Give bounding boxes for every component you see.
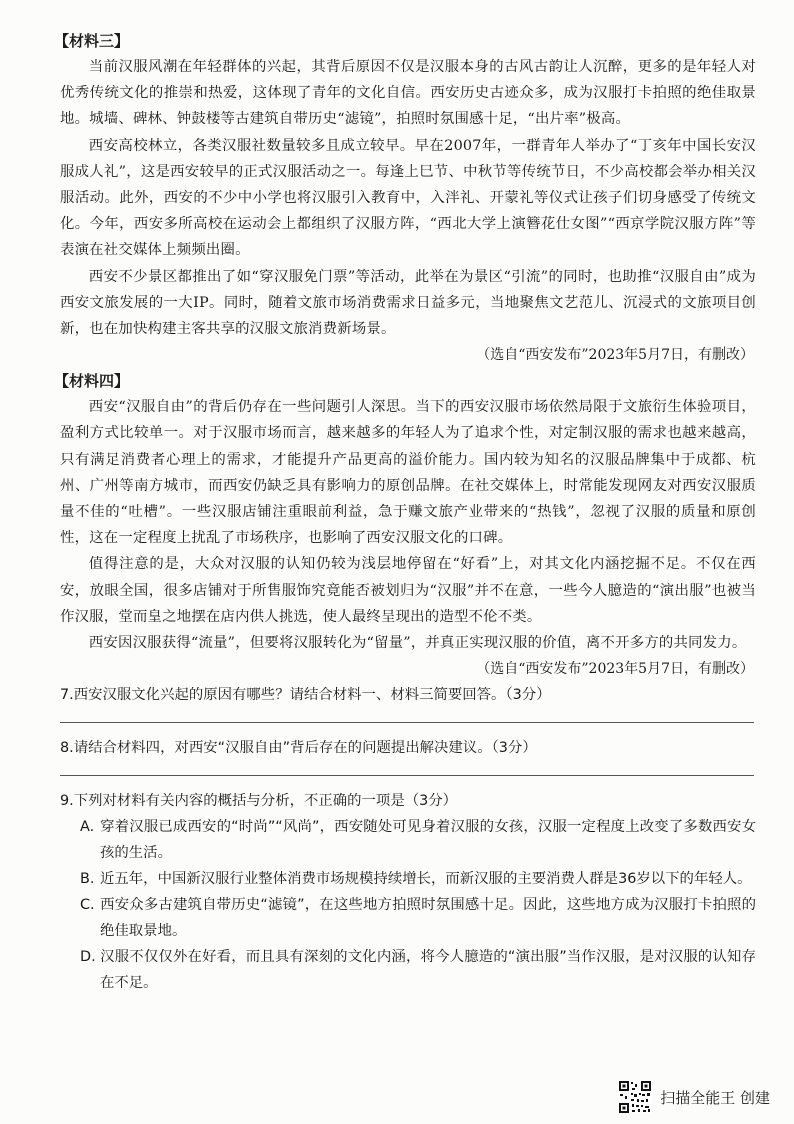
material4-paragraph-3: 西安因汉服获得“流量”，但要将汉服转化为“留量”，并真正实现汉服的价值，离不开多方的共同发力。 bbox=[88, 635, 747, 652]
material3-source: （选自“西安发布”2023年5月7日，有删改） bbox=[476, 347, 754, 364]
question-8: 8.请结合材料四，对西安“汉服自由”背后存在的问题提出解决建议。（3分） bbox=[60, 740, 537, 757]
material3-title: 【材料三】 bbox=[54, 32, 130, 50]
answer-line-q7 bbox=[60, 722, 754, 723]
option-b bbox=[60, 866, 756, 892]
option-a bbox=[60, 814, 756, 866]
option-a-text: 穿着汉服已成西安的“时尚”“风尚”，西安随处可见身着汉服的女孩，汉服一定程度上改变了多数西安女孩的生活。 bbox=[100, 819, 756, 862]
document-content bbox=[54, 28, 756, 996]
material3-paragraph-3: 西安不少景区都推出了如“穿汉服免门票”等活动，此举在为景区“引流”的同时，也助推“汉服自由”成为西安文旅发展的一大IP。同时，随着文旅市场消费需求日益多元，当地聚焦文艺范儿、沉浸式的文旅项目创新，也在加快构建主客共享的汉服文旅消费新场景。 bbox=[60, 268, 756, 338]
option-c-text: 西安众多古建筑自带历史“滤镜”，在这些地方拍照时氛围感十足。因此，这些地方成为汉服打卡拍照的绝佳取景地。 bbox=[100, 897, 756, 940]
option-a-letter: A. bbox=[80, 819, 95, 836]
option-c-letter: C. bbox=[80, 897, 95, 914]
answer-line-q8 bbox=[60, 775, 754, 776]
qr-code-icon bbox=[618, 1080, 652, 1114]
option-c bbox=[60, 892, 756, 944]
question-7: 7.西安汉服文化兴起的原因有哪些？请结合材料一、材料三简要回答。（3分） bbox=[60, 687, 551, 704]
option-d-letter: D. bbox=[80, 949, 96, 966]
option-b-letter: B. bbox=[80, 871, 95, 888]
option-b-text: 近五年，中国新汉服行业整体消费市场规模持续增长，而新汉服的主要消费人群是36岁以下的年轻人。 bbox=[100, 871, 752, 888]
material4-paragraph-1: 西安“汉服自由”的背后仍存在一些问题引人深思。当下的西安汉服市场依然局限于文旅衍生体验项目，盈利方式比较单一。对于汉服市场而言，越来越多的年轻人为了追求个性，对定制汉服的需求也越来越高，只有满足消费者心理上的需求，才能提升产品更高的溢价能力。国内较为知名的汉服品牌集中于成都、杭州、广州等南方城市，而西安仍缺乏具有影响力的原创品牌。在社交媒体上，时常能发现网友对西安汉服质量不佳的“吐槽”。一些汉服店铺注重眼前利益，急于赚文旅产业带来的“热钱”，忽视了汉服的质量和原创性，这在一定程度上扰乱了市场秩序，也影响了西安汉服文化的口碑。 bbox=[60, 399, 756, 547]
option-d-text: 汉服不仅仅外在好看，而且具有深刻的文化内涵，将今人臆造的“演出服”当作汉服，是对汉服的认知存在不足。 bbox=[100, 949, 756, 992]
material4-title: 【材料四】 bbox=[54, 372, 130, 391]
scanner-watermark bbox=[618, 1080, 770, 1114]
question-9: 9.下列对材料有关内容的概括与分析，不正确的一项是（3分） bbox=[60, 793, 458, 810]
material4-paragraph-2: 值得注意的是，大众对汉服的认知仍较为浅层地停留在“好看”上，对其文化内涵挖掘不足。不仅在西安，放眼全国，很多店铺对于所售服饰究竟能否被划归为“汉服”并不在意，一些今人臆造的“演出服”也被当作汉服，堂而皇之地摆在店内供人挑选，使人最终呈现出的造型不伦不类。 bbox=[60, 556, 756, 625]
option-d bbox=[60, 944, 756, 996]
material4-source: （选自“西安发布”2023年5月7日，有删改） bbox=[476, 661, 754, 678]
material3-paragraph-1: 当前汉服风潮在年轻群体的兴起，其背后原因不仅是汉服本身的古风古韵让人沉醉，更多的是年轻人对优秀传统文化的推崇和热爱，这体现了青年的文化自信。西安历史古迹众多，成为汉服打卡拍照的绝佳取景地。城墙、碑林、钟鼓楼等古建筑自带历史“滤镜”，拍照时氛围感十足，“出片率”极高。 bbox=[60, 59, 756, 128]
watermark-text: 扫描全能王 创建 bbox=[660, 1088, 770, 1107]
material3-paragraph-2: 西安高校林立，各类汉服社数量较多且成立较早。早在2007年，一群青年人举办了“丁亥年中国长安汉服成人礼”，这是西安较早的正式汉服活动之一。每逢上巳节、中秋节等传统节日，不少高校都会举办相关汉服活动。此外，西安的不少中小学也将汉服引入教育中，入泮礼、开蒙礼等仪式让孩子们切身感受了传统文化。今年，西安多所高校在运动会上都组织了汉服方阵，“西北大学上演簪花仕女图”“西京学院汉服方阵”等表演在社交媒体上频频出圈。 bbox=[60, 137, 756, 259]
question-9-options bbox=[60, 814, 756, 996]
